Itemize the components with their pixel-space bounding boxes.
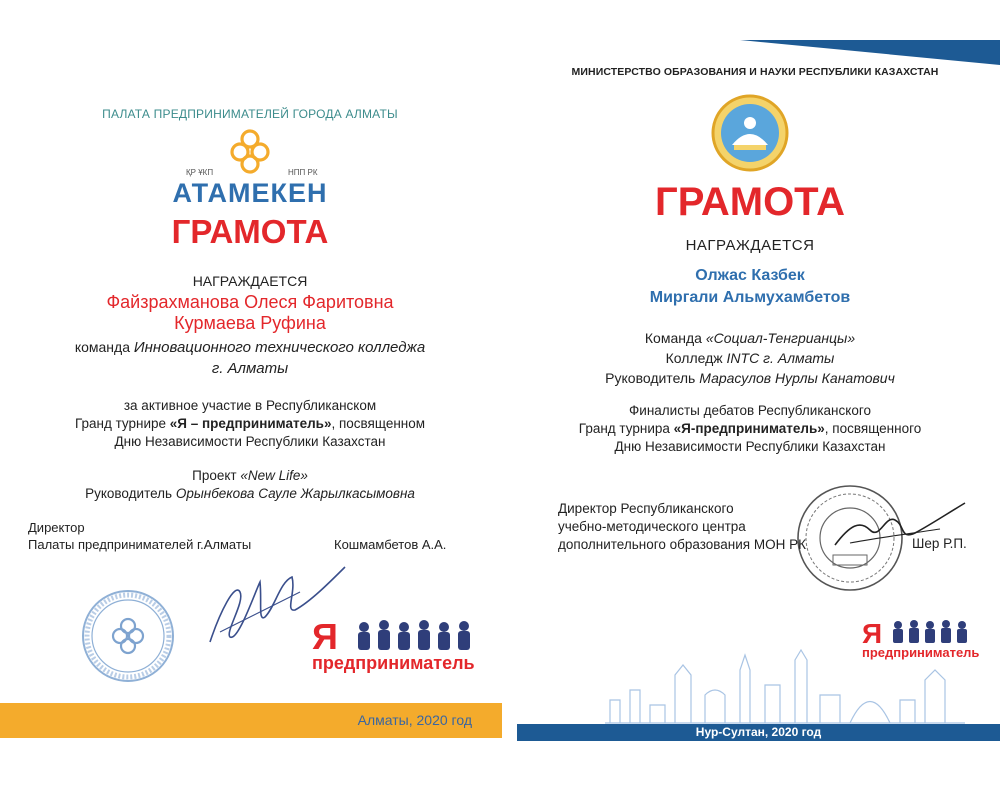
team-text — [520, 328, 980, 388]
logo-caption-kz: ҚР ҰКП — [186, 168, 214, 177]
team-prefix: Команда — [644, 330, 706, 346]
city-skyline-decoration — [605, 645, 965, 725]
official-seal-icon — [80, 588, 176, 684]
project-text — [40, 467, 460, 503]
ya-predprinimatel-logo-icon — [312, 615, 482, 675]
signature-icon — [830, 495, 970, 565]
ya-word: предприниматель — [862, 645, 980, 660]
team-name: Инновационного технического колледжа — [133, 339, 426, 356]
director-name: Кошмамбетов А.А. — [334, 537, 447, 552]
ya-letter: Я — [312, 616, 338, 657]
leader-prefix: Руководитель — [605, 370, 700, 386]
recipient-name-2: Курмаева Руфина — [174, 313, 326, 333]
awarded-label: НАГРАЖДАЕТСЯ — [685, 237, 815, 254]
director-title-1: Директор Республиканского — [558, 501, 734, 516]
director-title — [558, 500, 806, 554]
footer-text: Нур-Султан, 2020 год — [695, 725, 822, 739]
footer-bar — [517, 724, 1000, 741]
participation-line-2-pre: Гранд турнире — [74, 416, 170, 431]
director-title-3: дополнительного образования МОН РК — [558, 537, 806, 552]
project-prefix: Проект — [192, 468, 241, 483]
tournament-name: «Я – предприниматель» — [169, 416, 332, 431]
certificate-right — [500, 0, 1000, 800]
participation-text — [40, 397, 460, 451]
certificate-title: ГРАМОТА — [171, 213, 329, 250]
footer-bar — [0, 703, 502, 738]
team-text — [40, 337, 460, 379]
chamber-heading: ПАЛАТА ПРЕДПРИНИМАТЕЛЕЙ ГОРОДА АЛМАТЫ — [102, 107, 398, 121]
finalists-line-2-pre: Гранд турнира — [578, 421, 674, 436]
brand-name: АТАМЕКЕН — [172, 178, 328, 208]
leader-prefix: Руководитель — [85, 486, 176, 501]
director-name: Шер Р.П. — [912, 536, 967, 551]
college-prefix: Колледж — [665, 350, 727, 366]
awarded-label: НАГРАЖДАЕТСЯ — [192, 273, 308, 289]
director-title-2: Палаты предпринимателей г.Алматы — [28, 537, 252, 552]
director-title-1: Директор — [28, 520, 85, 535]
ya-word: предприниматель — [312, 653, 475, 673]
participation-line-2-post: , посвященном — [331, 416, 426, 431]
atameken-logo-icon — [220, 128, 280, 176]
footer-text: Алматы, 2020 год — [357, 712, 472, 728]
leader-name: Марасулов Нурлы Канатович — [699, 370, 895, 386]
ministry-heading: МИНИСТЕРСТВО ОБРАЗОВАНИЯ И НАУКИ РЕСПУБЛИКИ КАЗАХСТАН — [571, 66, 939, 78]
team-city: г. Алматы — [211, 360, 289, 377]
logo-caption-ru: НПП РК — [288, 168, 318, 177]
participation-line-3: Дню Независимости Республики Казахстан — [114, 434, 386, 449]
recipient-name-1: Файзрахманова Олеся Фаритовна — [106, 292, 394, 312]
director-title-2: учебно-методического центра — [558, 519, 746, 534]
team-prefix: команда — [74, 339, 134, 355]
participation-line-1: за активное участие в Республиканском — [123, 398, 377, 413]
recipient-name-2: Миргали Альмухамбетов — [649, 289, 851, 306]
finalists-text — [520, 402, 980, 456]
finalists-line-3: Дню Независимости Республики Казахстан — [614, 439, 886, 454]
ministry-emblem-icon — [710, 93, 790, 173]
tournament-name: «Я-предприниматель» — [673, 421, 825, 436]
team-name: «Социал-Тенгрианцы» — [705, 330, 856, 346]
ya-letter: Я — [862, 618, 883, 649]
recipient-name-1: Олжас Казбек — [695, 267, 805, 284]
college-name: INTC г. Алматы — [726, 350, 835, 366]
top-stripe-decoration — [740, 40, 1000, 65]
project-name: «New Life» — [240, 468, 308, 483]
certificate-title: ГРАМОТА — [655, 180, 845, 224]
finalists-line-2-post: , посвященного — [824, 421, 922, 436]
leader-name: Орынбекова Сауле Жарылкасымовна — [175, 486, 415, 501]
finalists-line-1: Финалисты дебатов Республиканского — [629, 403, 871, 418]
